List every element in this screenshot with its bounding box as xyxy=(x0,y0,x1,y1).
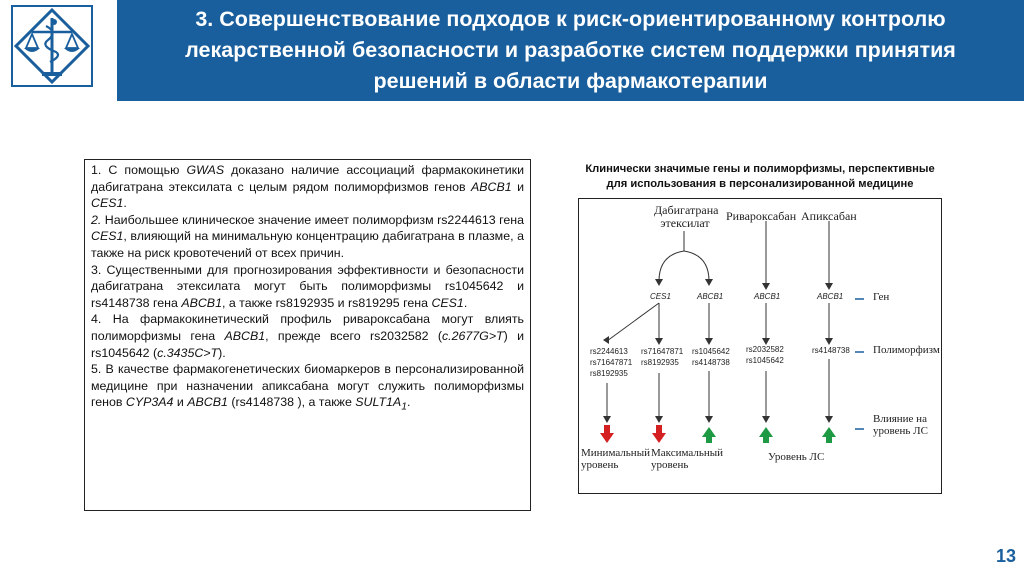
drug-rivaroxaban: Ривароксабан xyxy=(726,209,797,223)
polymorphisms-abcb1-dabigatran: rs1045642 rs4148738 xyxy=(692,347,730,367)
finding-5: 5. В качестве фармакогенетических биомаркеров в персонализированной медицине при назначении апиксабана могут служить полиморфизмы генов CYP3A4 и ABCB1 (rs4148738 ), а также $SULT1A_1$. xyxy=(91,362,524,413)
polymorphisms-abcb1-rivaroxaban: rs2032582 rs1045642 xyxy=(746,345,784,365)
gene-abcb1-dabigatran: ABCB1 xyxy=(697,292,724,301)
diagram-title: Клинически значимые гены и полиморфизмы, перспективные для использования в персонализированной медицине xyxy=(585,163,935,190)
outcome-min-level: Минимальный уровень xyxy=(581,447,650,471)
down-arrow-2-head xyxy=(652,433,666,443)
up-arrow-3 xyxy=(826,437,832,443)
up-arrow-3-head xyxy=(822,427,836,437)
polymorphisms-abcb1-apixaban: rs4148738 xyxy=(812,346,850,355)
title-banner xyxy=(117,0,1024,101)
polymorphisms-ces1-2: rs71647871 rs8192935 xyxy=(641,347,684,367)
title-line-2: лекарственной безопасности и разработке систем поддержки принятия xyxy=(185,38,956,62)
title-line-3: решений в области фармакотерапии xyxy=(373,69,768,93)
finding-3: 3. Существенными для прогнозирования эффективности и безопасности дабигатрана этексилата могут быть полиморфизмы rs1045642 и rs4148738 гена ABCB1, а также rs8192935 и rs819295 гена CES1. xyxy=(91,262,524,310)
page-number: 13 xyxy=(995,546,1016,566)
down-arrow-1-head xyxy=(600,433,614,443)
up-arrow-1 xyxy=(706,437,712,443)
legend-polymorphism: Полиморфизм xyxy=(873,344,940,356)
polymorphisms-ces1: rs2244613 rs71647871 rs8192935 xyxy=(590,347,633,378)
outcome-max-level: Максимальный уровень xyxy=(651,447,724,471)
title-line-1: 3. Совершенствование подходов к риск-ориентированному контролю xyxy=(195,7,946,31)
legend-gene: Ген xyxy=(873,291,890,303)
outcome-drug-level: Уровень ЛС xyxy=(768,451,825,463)
finding-1: 1. С помощью GWAS доказано наличие ассоциаций фармакокинетики дабигатрана этексилата с целым рядом полиморфизмов генов ABCB1 и CES1. xyxy=(91,163,524,211)
slide-title xyxy=(117,4,1024,97)
down-arrow-2 xyxy=(656,425,662,433)
down-arrow-1 xyxy=(604,425,610,433)
gene-polymorphism-diagram xyxy=(578,198,942,494)
drug-dabigatran: Дабигатрана этексилат xyxy=(654,203,719,230)
up-arrow-2-head xyxy=(759,427,773,437)
up-arrow-2 xyxy=(763,437,769,443)
gene-abcb1-rivaroxaban: ABCB1 xyxy=(754,292,781,301)
finding-4: 4. На фармакокинетический профиль ривароксабана могут влиять полиморфизмы гена ABCB1, прежде всего rs2032582 (c.2677G>T) и rs1045642 (c.3435C>T). xyxy=(91,312,525,360)
legend-drug-level-effect: Влияние на уровень ЛС xyxy=(873,413,928,437)
findings-text-box xyxy=(84,159,531,511)
gene-abcb1-apixaban: ABCB1 xyxy=(817,292,844,301)
finding-2: 2. Наибольшее клиническое значение имеет полиморфизм rs2244613 гена CES1, влияющий на минимальную концентрацию дабигатрана в плазме, а также на риск кровотечений от всех причин. xyxy=(91,212,524,260)
drug-apixaban: Апиксабан xyxy=(801,209,857,223)
up-arrow-1-head xyxy=(702,427,716,437)
logo-icon xyxy=(10,4,94,88)
gene-ces1: CES1 xyxy=(650,292,671,301)
caduceus-scales-logo xyxy=(10,4,94,88)
